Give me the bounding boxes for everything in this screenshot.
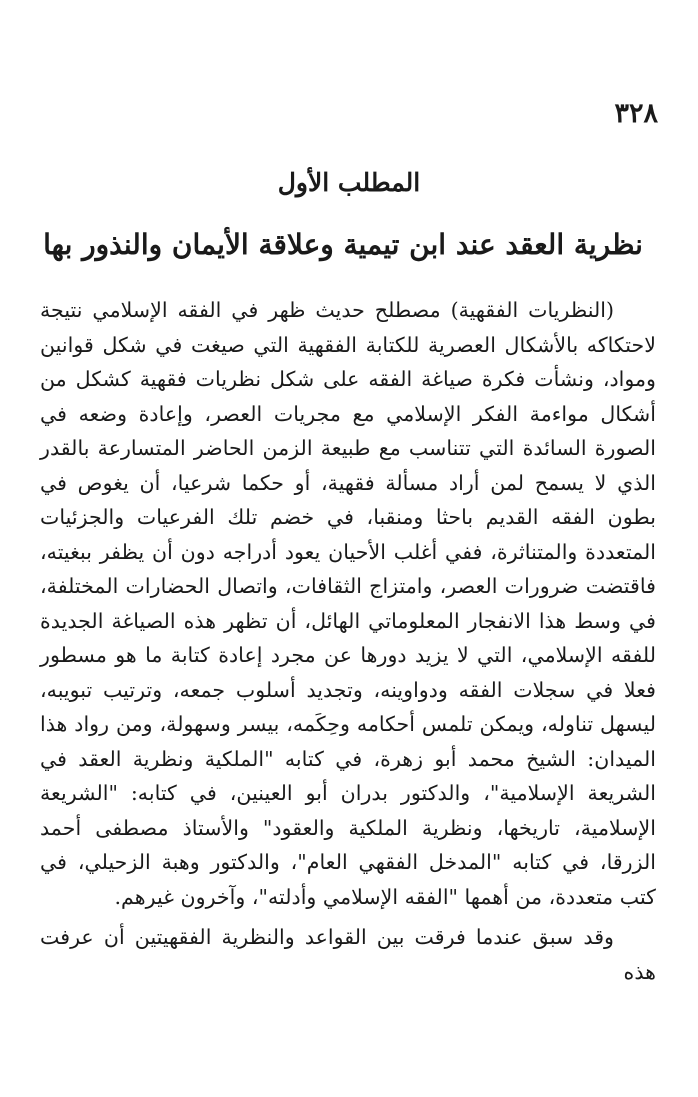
section-label: المطلب الأول xyxy=(277,168,421,197)
paragraph-2: وقد سبق عندما فرقت بين القواعد والنظرية الفقهيتين أن عرفت هذه xyxy=(40,925,656,984)
page-number: ٣٢٨ xyxy=(614,98,658,129)
paragraph-1: (النظريات الفقهية) مصطلح حديث ظهر في الفقه الإسلامي نتيجة لاحتكاكه بالأشكال العصرية للكتابة الفقهية التي صيغت في شكل قوانين ومواد، ونشأت فكرة صياغة الفقه على شكل نظريات فقهية كشكل من أشكال مواءمة الفكر الإسلامي مع مجريات العصر، وإعادة وضعه في الصورة السائدة التي تتناسب مع طبيعة الزمن الحاضر المتسارعة بالقدر الذي لا يسمح لمن أراد مسألة فقهية، أو حكما شرعيا، أن يغوص في بطون الفقه القديم باحثا ومنقبا، في خضم تلك الفرعيات والجزئيات المتعددة والمتناثرة، ففي أغلب الأحيان يعود أدراجه دون أن يظفر ببغيته، فاقتضت ضرورات العصر، وامتزاج الثقافات، واتصال الحضارات المختلفة، في وسط هذا الانفجار المعلوماتي الهائل، أن تظهر هذه الصياغة الجديدة للفقه الإسلامي، التي لا يزيد دورها عن مجرد إعادة كتابة ما هو مسطور فعلا في سجلات الفقه ودواوينه، وتجديد أسلوب جمعه، وترتيب تبويبه، ليسهل تناوله، ويمكن تلمس أحكامه وحِكَمه، بيسر وسهولة، ومن رواد هذا الميدان: الشيخ محمد أبو زهرة، في كتابه "الملكية ونظرية العقد في الشريعة الإسلامية"، والدكتور بدران أبو العينين، في كتابه: "الشريعة الإسلامية، تاريخها، ونظرية الملكية والعقود" والأستاذ مصطفى أحمد الزرقا، في كتابه "المدخل الفقهي العام"، والدكتور وهبة الزحيلي، في كتب متعددة، من أهمها "الفقه الإسلامي وأدلته"، وآخرون غيرهم. xyxy=(40,298,656,909)
body-text xyxy=(40,293,656,989)
section-title: نظرية العقد عند ابن تيمية وعلاقة الأيمان والنذور بها xyxy=(43,228,643,261)
